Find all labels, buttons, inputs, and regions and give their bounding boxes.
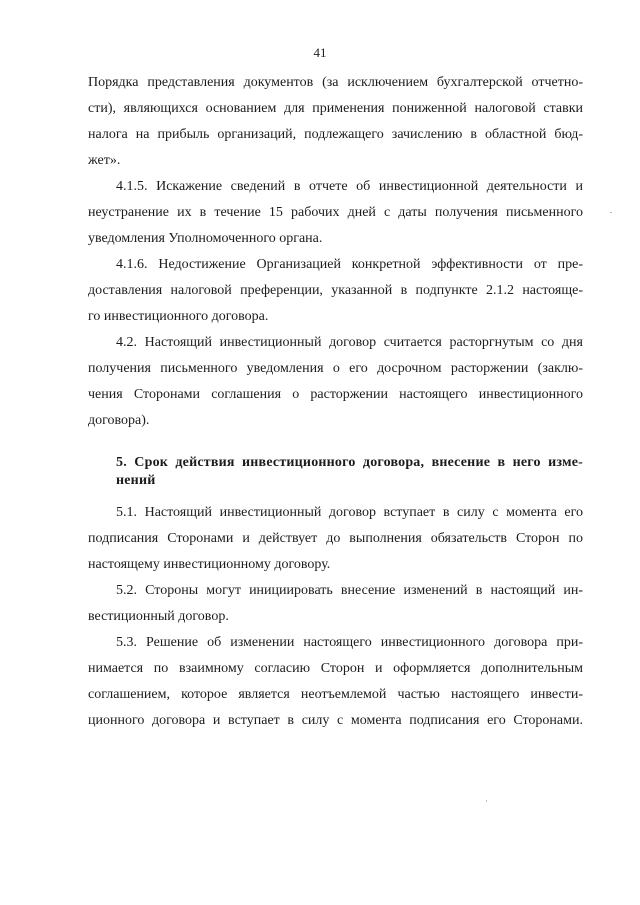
text-line: 4.1.6. Недостижение Организацией конкретной эффективности от пре- [116,257,583,272]
text-line: чения Сторонами соглашения о расторжении настоящего инвестиционного [88,387,583,402]
text-line: сти), являющихся основанием для применения пониженной налоговой ставки [88,101,583,116]
text-line: 4.2. Настоящий инвестиционный договор считается расторгнутым со дня [116,335,583,350]
heading-line: 5. Срок действия инвестиционного договора, внесение в него изме- [116,455,583,470]
text-line: нимается по взаимному согласию Сторон и оформляется дополнительным [88,661,583,676]
page-number: 41 [313,45,327,60]
text-line: 4.1.5. Искажение сведений в отчете об инвестиционной деятельности и [116,179,583,194]
text-line: го инвестиционного договора. [88,309,269,324]
text-line: Порядка представления документов (за исключением бухгалтерской отчетно- [88,75,583,90]
text-line: 5.3. Решение об изменении настоящего инвестиционного договора при- [116,635,583,650]
text-line: договора). [88,413,150,428]
heading-line: нений [116,473,156,488]
text-line: 5.2. Стороны могут инициировать внесение изменений в настоящий ин- [116,583,583,598]
scan-speck [486,800,487,802]
text-line: доставления налоговой преференции, указанной в подпункте 2.1.2 настояще- [88,283,583,298]
text-line: уведомления Уполномоченного органа. [88,231,323,246]
text-line: соглашением, которое является неотъемлемой частью настоящего инвести- [88,687,583,702]
text-line: налога на прибыль организаций, подлежащего зачислению в областной бюд- [88,127,583,142]
text-line: вестиционный договор. [88,609,229,624]
text-line: 5.1. Настоящий инвестиционный договор вступает в силу с момента его [116,505,583,520]
text-line: жет». [88,153,121,168]
text-line: неустранение их в течение 15 рабочих дней с даты получения письменного [88,205,583,220]
scan-speck [610,212,612,213]
text-line: ционного договора и вступает в силу с момента подписания его Сторонами. [88,713,583,728]
text-line: получения письменного уведомления о его досрочном расторжении (заклю- [88,361,583,376]
text-line: подписания Сторонами и действует до выполнения обязательств Сторон по [88,531,583,546]
text-line: настоящему инвестиционному договору. [88,557,331,572]
